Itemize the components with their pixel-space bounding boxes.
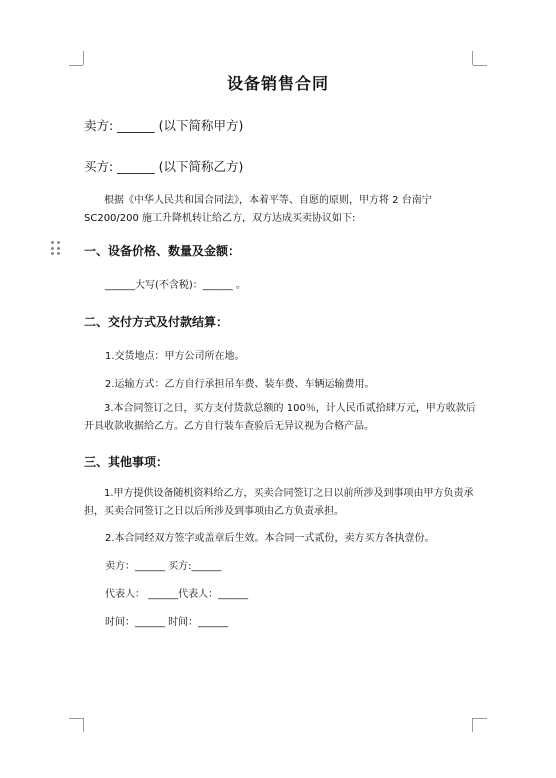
- crop-mark-bottom-right-v: [472, 718, 473, 732]
- drag-handle-icon[interactable]: [51, 241, 61, 255]
- section-2-item: 3.本合同签订之日，买方支付货款总额的 100％，计人民币贰拾肆万元，甲方收款后开具收款收据给乙方。乙方自行装车查验后无异议视为合格产品。: [84, 403, 476, 432]
- seller-line: 卖方: ______ (以下简称甲方): [84, 118, 244, 133]
- section-1-heading: 一、设备价格、数量及金额：: [84, 244, 241, 258]
- price-line: ______大写(不含税)：______ 。: [105, 280, 246, 291]
- crop-mark-top-left: [69, 65, 83, 66]
- buyer-line: 买方: ______ (以下简称乙方): [84, 159, 244, 174]
- section-2-heading: 二、交付方式及付款结算：: [84, 315, 229, 329]
- crop-mark-top-right: [473, 65, 487, 66]
- section-3-item: 2.本合同经双方签字或盖章后生效。本合同一式贰份，卖方买方各执壹份。: [105, 533, 435, 544]
- crop-mark-top-right-v: [472, 51, 473, 65]
- contract-title: 设备销售合同: [226, 74, 329, 93]
- section-2-item: 2.运输方式：乙方自行承担吊车费、装车费、车辆运输费用。: [105, 379, 375, 390]
- section-3-heading: 三、其他事项：: [84, 455, 169, 469]
- signature-representatives: 代表人： ______代表人：______: [105, 589, 249, 600]
- signature-times: 时间：______ 时间：______: [105, 617, 229, 628]
- section-3-item: 1.甲方提供设备随机资料给乙方，买卖合同签订之日以前所涉及到事项由甲方负责承担，买卖合同签订之日以后所涉及到事项由乙方负责承担。: [84, 488, 474, 517]
- intro-paragraph: 根据《中华人民共和国合同法》，本着平等、自愿的原则，甲方将 2 台南宁 SC200/200 施工升降机转让给乙方，双方达成买卖协议如下:: [84, 195, 432, 224]
- section-2-item: 1.交货地点：甲方公司所在地。: [105, 351, 245, 362]
- crop-mark-top-left-v: [83, 51, 84, 65]
- crop-mark-bottom-right: [473, 718, 487, 719]
- signature-parties: 卖方：______ 买方:______: [105, 561, 222, 572]
- crop-mark-bottom-left: [69, 718, 83, 719]
- crop-mark-bottom-left-v: [83, 718, 84, 732]
